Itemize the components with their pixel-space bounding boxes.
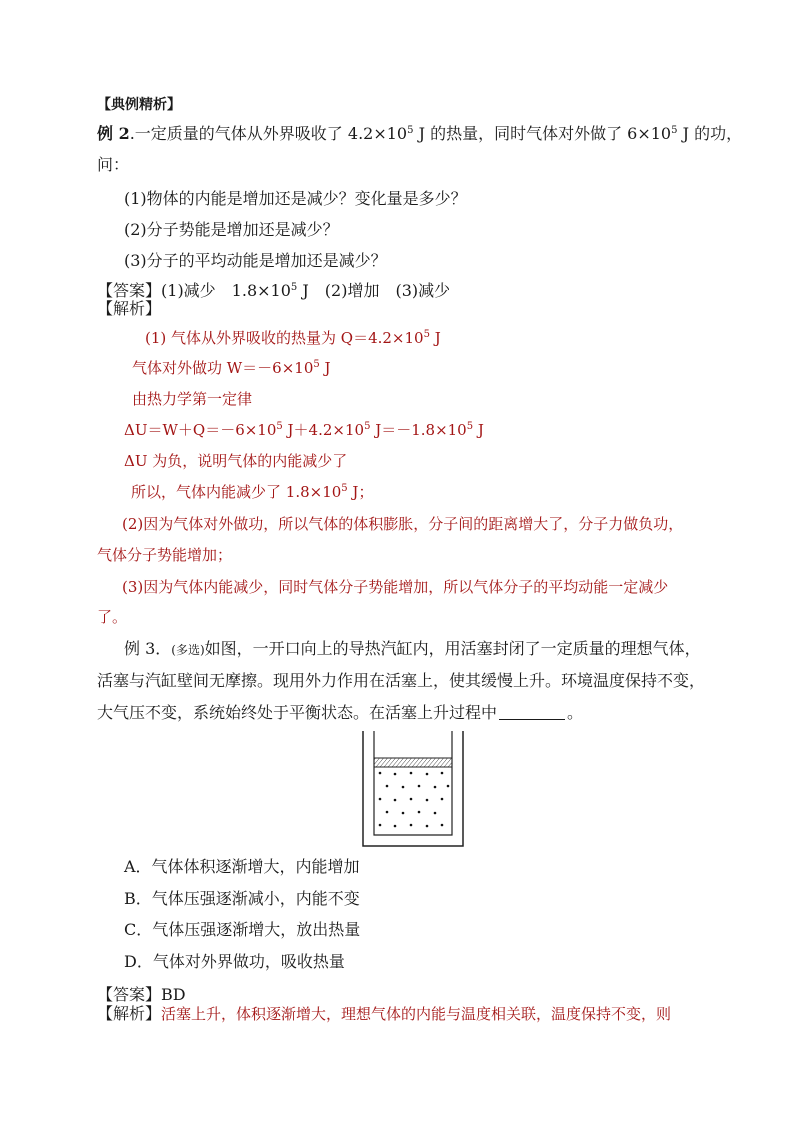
example-3-line-2: 活塞与汽缸壁间无摩擦。现用外力作用在活塞上，使其缓慢上升。环境温度保持不变， bbox=[97, 671, 706, 690]
analysis-line-6: 所以，气体内能减少了 $1.8\times 10^5$ J； bbox=[131, 483, 374, 501]
analysis-line-5: ΔU 为负，说明气体的内能减少了 bbox=[124, 452, 348, 470]
example-2-question: 例 2.一定质量的气体从外界吸收了 $4.2\times 10^5$ J 的热量，同时气体对外做了 $6\times 10^5$ J 的功， bbox=[97, 124, 743, 143]
analysis-line-10: 了。 bbox=[97, 608, 128, 626]
option-c: C．气体压强逐渐增大，放出热量 bbox=[124, 920, 361, 939]
example-3-analysis: 【解析】活塞上升，体积逐渐增大，理想气体的内能与温度相关联，温度保持不变，则 bbox=[97, 1004, 672, 1023]
option-b: B．气体压强逐渐减小，内能不变 bbox=[124, 889, 360, 908]
piston bbox=[374, 758, 452, 767]
option-a: A．气体体积逐渐增大，内能增加 bbox=[124, 857, 360, 876]
section-title: 【典例精析】 bbox=[97, 97, 181, 113]
example-2-sub3: (3)分子的平均动能是增加还是减少？ bbox=[124, 251, 387, 270]
analysis-tag: 【解析】 bbox=[97, 1004, 162, 1023]
example-2-question-cont: 问： bbox=[97, 155, 130, 174]
cylinder-figure bbox=[362, 731, 464, 847]
cylinder-outer-wall bbox=[363, 731, 463, 846]
analysis-line-9: (3)因为气体内能减少，同时气体分子势能增加，所以气体分子的平均动能一定减少 bbox=[122, 578, 669, 596]
cylinder-inner-wall bbox=[374, 731, 452, 835]
answer-tag: 【答案】 bbox=[97, 985, 162, 1004]
example-2-label: 例 2 bbox=[97, 124, 130, 143]
example-2-analysis-tag: 【解析】 bbox=[97, 299, 162, 318]
analysis-line-3: 由热力学第一定律 bbox=[132, 390, 253, 408]
option-d: D．气体对外界做功，吸收热量 bbox=[124, 952, 345, 971]
answer-tag: 【答案】 bbox=[97, 281, 162, 300]
analysis-line-8: 气体分子势能增加； bbox=[97, 546, 233, 564]
multi-select-tag: (多选) bbox=[171, 643, 205, 657]
example-2-sub1: (1)物体的内能是增加还是减少？变化量是多少？ bbox=[124, 189, 467, 208]
analysis-line-4: $\Delta U=W+Q=-6\times 10^5$ $J+4.2\times 10^5$ $J=-1.8\times 10^5$ J bbox=[124, 421, 484, 439]
answer-blank bbox=[499, 705, 565, 720]
example-3-line-1: 例 3．(多选)如图，一开口向上的导热汽缸内，用活塞封闭了一定质量的理想气体， bbox=[124, 639, 701, 658]
example-3-label: 例 3． bbox=[124, 639, 172, 658]
analysis-line-7: (2)因为气体对外做功，所以气体的体积膨胀，分子间的距离增大了，分子力做负功， bbox=[122, 515, 684, 533]
example-3-answer: 【答案】BD bbox=[97, 985, 186, 1004]
gas-particles bbox=[379, 772, 450, 828]
example-2-sub2: (2)分子势能是增加还是减少？ bbox=[124, 220, 339, 239]
example-3-line-3: 大气压不变，系统始终处于平衡状态。在活塞上升过程中 。 bbox=[97, 703, 584, 722]
analysis-line-1: (1) 气体从外界吸收的热量为 $Q=4.2\times 10^5$ J bbox=[145, 329, 441, 347]
analysis-line-2: 气体对外做功 $W=-6\times 10^5$ J bbox=[132, 359, 331, 377]
example-2-answer: 【答案】(1)减少 $1.8\times 10^5$ J (2)增加 (3)减少 bbox=[97, 281, 451, 300]
